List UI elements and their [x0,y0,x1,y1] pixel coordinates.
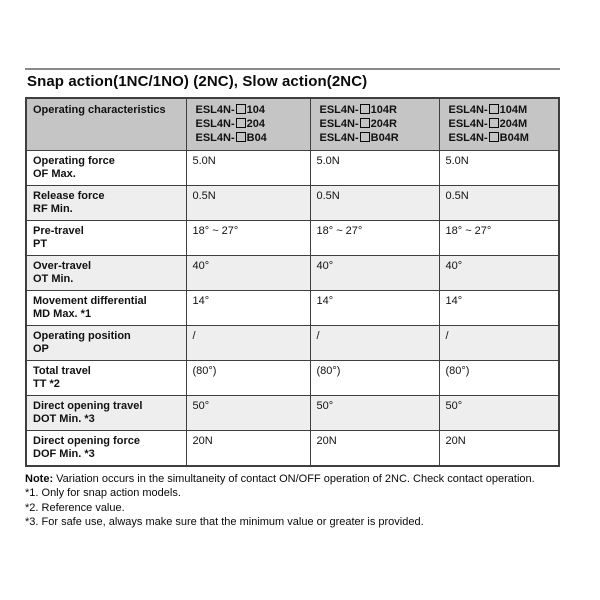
row-value: 5.0N [186,150,310,185]
header-models-col-3 [439,98,559,150]
table-row-operating-force [26,150,559,185]
header-models-col-2 [310,98,439,150]
checkbox-placeholder-icon [236,118,246,128]
table-row-release-force [26,185,559,220]
row-label: Operating position OP [26,325,186,360]
row-value: / [186,325,310,360]
table-row-direct-opening-force [26,430,559,466]
spec-table [25,97,560,467]
table-row-total-travel [26,360,559,395]
row-value: / [439,325,559,360]
model-number: ESL4N- 204M [448,118,528,130]
note-label: Note: [25,472,54,485]
row-value: 50° [310,395,439,430]
row-value: 40° [439,255,559,290]
note-line-2: *2. Reference value. [25,501,125,514]
row-label: Total travel TT *2 [26,360,186,395]
row-value: 20N [186,430,310,466]
row-label: Over-travel OT Min. [26,255,186,290]
table-row-direct-opening-travel [26,395,559,430]
row-value: / [310,325,439,360]
checkbox-placeholder-icon [489,132,499,142]
table-row-operating-position [26,325,559,360]
row-label: Direct opening travel DOT Min. *3 [26,395,186,430]
table-header-row [26,98,559,150]
row-value: 20N [439,430,559,466]
model-number: ESL4N- 104M [448,104,528,116]
datasheet-page [25,68,560,530]
checkbox-placeholder-icon [360,104,370,114]
row-value: 5.0N [439,150,559,185]
row-label: Operating force OF Max. [26,150,186,185]
model-number: ESL4N- B04R [319,132,399,144]
row-value: 0.5N [439,185,559,220]
row-value: 14° [186,290,310,325]
row-value: (80°) [310,360,439,395]
row-value: 18° ~ 27° [310,220,439,255]
row-value: 14° [310,290,439,325]
row-value: 14° [439,290,559,325]
row-value: 50° [439,395,559,430]
header-models-col-1 [186,98,310,150]
footnotes [25,472,585,530]
row-value: 0.5N [310,185,439,220]
row-value: (80°) [186,360,310,395]
note-text: Variation occurs in the simultaneity of contact ON/OFF operation of 2NC. Check contact operation. [53,472,535,485]
row-value: 20N [310,430,439,466]
row-label: Movement differential MD Max. *1 [26,290,186,325]
model-number: ESL4N- 104 [195,104,265,116]
page-title: Snap action(1NC/1NO) (2NC), Slow action(2NC) [27,73,368,90]
row-value: 5.0N [310,150,439,185]
row-label: Direct opening force DOF Min. *3 [26,430,186,466]
model-number: ESL4N- B04M [448,132,529,144]
note-line-main [25,472,585,487]
row-value: 0.5N [186,185,310,220]
table-row-over-travel [26,255,559,290]
model-number: ESL4N- 204R [319,118,397,130]
checkbox-placeholder-icon [236,132,246,142]
row-value: 40° [310,255,439,290]
row-value: 18° ~ 27° [439,220,559,255]
model-number: ESL4N- 104R [319,104,397,116]
checkbox-placeholder-icon [489,104,499,114]
checkbox-placeholder-icon [360,118,370,128]
table-row-movement-differential [26,290,559,325]
checkbox-placeholder-icon [360,132,370,142]
note-line-1: *1. Only for snap action models. [25,487,181,499]
table-row-pre-travel [26,220,559,255]
row-value: 18° ~ 27° [186,220,310,255]
row-label: Pre-travel PT [26,220,186,255]
top-rule-divider [25,68,560,70]
row-value: 40° [186,255,310,290]
model-number: ESL4N- B04 [195,132,267,144]
header-operating-characteristics: Operating characteristics [26,98,186,150]
row-value: (80°) [439,360,559,395]
row-value: 50° [186,395,310,430]
checkbox-placeholder-icon [236,104,246,114]
model-number: ESL4N- 204 [195,118,265,130]
checkbox-placeholder-icon [489,118,499,128]
note-line-3: *3. For safe use, always make sure that the minimum value or greater is provided. [25,516,424,528]
row-label: Release force RF Min. [26,185,186,220]
